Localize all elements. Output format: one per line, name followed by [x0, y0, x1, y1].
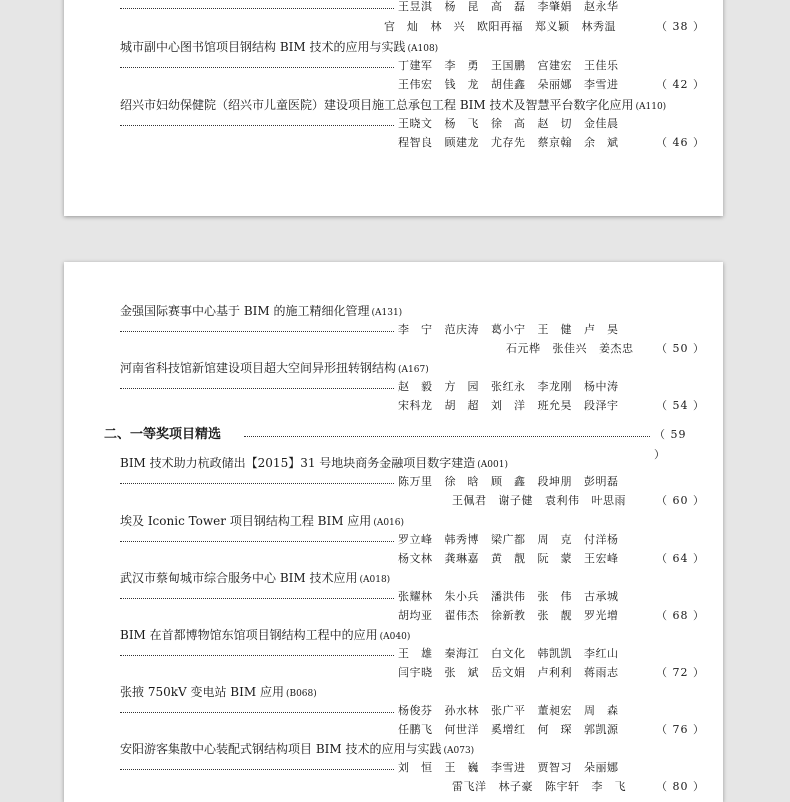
author-name: 王佳乐: [584, 59, 619, 72]
author-name: 闫宇晓: [398, 666, 433, 679]
author-name: 顾 鑫: [491, 475, 526, 488]
author-name: 韩凯凯: [537, 647, 572, 660]
author-row: [120, 702, 720, 720]
author-name: 李雪进: [584, 78, 619, 91]
author-name: 雷飞洋: [452, 780, 487, 793]
author-name: 岳文娟: [491, 666, 526, 679]
toc-entry-title[interactable]: 安阳游客集散中心装配式钢结构项目 BIM 技术的应用与实践 (A073): [120, 742, 475, 756]
toc-entry-title[interactable]: 张掖 750kV 变电站 BIM 应用 (B068): [120, 685, 317, 699]
author-row: [120, 76, 720, 94]
page-number: （ 64 ）: [656, 552, 705, 565]
toc-entry-title[interactable]: BIM 在首都博物馆东馆项目钢结构工程中的应用 (A040): [120, 628, 411, 642]
author-name: 钱 龙: [444, 78, 479, 91]
project-code: (A016): [373, 518, 405, 528]
page-number: （ 60 ）: [656, 494, 705, 507]
toc-entry-title[interactable]: 河南省科技馆新馆建设项目超大空间异形扭转钢结构 (A167): [120, 361, 429, 375]
author-name: 潘洪伟: [491, 590, 526, 603]
author-name: 班允昊: [537, 399, 572, 412]
author-name: 张耀林: [398, 590, 433, 603]
page-number: （ 80 ）: [656, 780, 705, 793]
toc-entry-title[interactable]: 金强国际赛事中心基于 BIM 的施工精细化管理 (A131): [120, 304, 403, 318]
dot-leader: [120, 598, 394, 599]
dot-leader: [120, 769, 394, 770]
author-name: 陈宇轩: [545, 780, 580, 793]
author-row: [120, 473, 720, 491]
author-name: 张 靓: [537, 609, 572, 622]
author-row: [120, 492, 720, 510]
author-name: 徐新教: [491, 609, 526, 622]
author-row: [120, 588, 720, 606]
author-row: [120, 721, 720, 739]
author-name: 杨 昆: [444, 0, 479, 13]
page-number: （ 42 ）: [656, 78, 705, 91]
author-name: 罗立峰: [398, 533, 433, 546]
author-name: 刘 恒: [398, 761, 433, 774]
author-name: 王 雄: [398, 647, 433, 660]
author-name: 周 森: [584, 704, 619, 717]
author-name: 徐 高: [491, 117, 526, 130]
author-name: 奚增红: [491, 723, 526, 736]
project-code: (A110): [635, 102, 667, 112]
author-name: 任鹏飞: [398, 723, 433, 736]
toc-entry-title[interactable]: BIM 技术助力杭政储出【2015】31 号地块商务金融项目数字建造 (A001): [120, 456, 508, 470]
dot-leader: [120, 712, 394, 713]
author-name: 韩秀博: [444, 533, 479, 546]
section-heading[interactable]: [104, 425, 694, 461]
dot-leader: [120, 483, 394, 484]
author-name: 蒋雨志: [584, 666, 619, 679]
author-name: 王宏峰: [584, 552, 619, 565]
page-number: （ 50 ）: [656, 342, 705, 355]
author-name: 蔡京翰: [537, 136, 572, 149]
author-name: 彭明磊: [584, 475, 619, 488]
toc-entry-title[interactable]: 武汉市蔡甸城市综合服务中心 BIM 技术应用 (A018): [120, 571, 391, 585]
author-row: [120, 115, 720, 133]
author-row: [120, 321, 720, 339]
author-name: 胡 超: [444, 399, 479, 412]
author-name: 张广平: [491, 704, 526, 717]
author-row: [120, 57, 720, 75]
page-number: （ 54 ）: [656, 399, 705, 412]
author-name: 梁广都: [491, 533, 526, 546]
project-code: (A040): [379, 632, 411, 642]
section-label: 二、一等奖项目精选: [104, 427, 227, 442]
author-name: 王伟宏: [398, 78, 433, 91]
dot-leader: [120, 331, 394, 332]
author-name: 朱小兵: [444, 590, 479, 603]
document-page-upper: [64, 0, 723, 216]
author-name: 杨 飞: [444, 117, 479, 130]
author-name: 李龙刚: [537, 380, 572, 393]
author-name: 林 兴: [430, 20, 465, 33]
author-row: [120, 397, 720, 415]
author-name: 阮 蒙: [537, 552, 572, 565]
author-name: 王昱淇: [398, 0, 433, 13]
project-code: (B068): [285, 689, 317, 699]
author-name: 李 勇: [444, 59, 479, 72]
dot-leader: [120, 125, 394, 126]
author-name: 王佩君: [452, 494, 487, 507]
author-row: [120, 531, 720, 549]
dot-leader: [120, 655, 394, 656]
author-name: 卢 昊: [584, 323, 619, 336]
author-name: 赵 切: [537, 117, 572, 130]
author-name: 李肇娟: [537, 0, 572, 13]
project-code: (A001): [477, 460, 508, 470]
author-name: 何世洋: [444, 723, 479, 736]
author-name: 陈万里: [398, 475, 433, 488]
author-name: 罗光增: [584, 609, 619, 622]
author-name: 胡佳鑫: [491, 78, 526, 91]
author-name: 姜杰忠: [599, 342, 634, 355]
page-number: （ 38 ）: [656, 20, 705, 33]
author-name: 朵丽娜: [537, 78, 572, 91]
author-row: [120, 607, 720, 625]
author-name: 赵 毅: [398, 380, 433, 393]
author-name: 黄 靓: [491, 552, 526, 565]
page-number: （ 46 ）: [656, 136, 705, 149]
author-row: [120, 378, 720, 396]
project-code: (A108): [407, 44, 439, 54]
author-name: 葛小宁: [491, 323, 526, 336]
author-name: 段坤朋: [537, 475, 572, 488]
author-name: 徐 晗: [444, 475, 479, 488]
author-name: 袁利伟: [545, 494, 580, 507]
author-name: 孙水林: [444, 704, 479, 717]
author-name: 龚琳嘉: [444, 552, 479, 565]
author-name: 李雪进: [491, 761, 526, 774]
author-name: 郑义颖: [535, 20, 570, 33]
author-name: 贾智习: [537, 761, 572, 774]
author-name: 范庆涛: [444, 323, 479, 336]
author-name: 杨中涛: [584, 380, 619, 393]
author-name: 高 磊: [491, 0, 526, 13]
author-name: 朵丽娜: [584, 761, 619, 774]
project-code: (A167): [398, 365, 429, 375]
project-code: (A073): [443, 746, 475, 756]
author-name: 张 伟: [537, 590, 572, 603]
dot-leader: [120, 8, 394, 9]
page-number: （ 59 ）: [654, 428, 687, 461]
author-name: 欧阳再福: [477, 20, 523, 33]
author-name: 王晓文: [398, 117, 433, 130]
document-page-lower: [64, 262, 723, 802]
author-name: 卢利利: [537, 666, 572, 679]
author-name: 秦海江: [444, 647, 479, 660]
author-name: 石元桦: [506, 342, 541, 355]
page-number: （ 76 ）: [656, 723, 705, 736]
author-name: 李 飞: [591, 780, 626, 793]
page-number: （ 72 ）: [656, 666, 705, 679]
author-name: 宋科龙: [398, 399, 433, 412]
author-name: 白文化: [491, 647, 526, 660]
author-row: [120, 18, 720, 36]
author-name: 叶思雨: [591, 494, 626, 507]
author-name: 张红永: [491, 380, 526, 393]
toc-entry-title[interactable]: 埃及 Iconic Tower 项目钢结构工程 BIM 应用 (A016): [120, 514, 405, 528]
author-name: 尤存先: [491, 136, 526, 149]
author-name: 翟伟杰: [444, 609, 479, 622]
author-name: 董昶宏: [537, 704, 572, 717]
author-row: [120, 759, 720, 777]
author-row: [120, 645, 720, 663]
author-name: 官 灿: [384, 20, 419, 33]
author-row: [120, 664, 720, 682]
toc-entry-title[interactable]: 城市副中心图书馆项目钢结构 BIM 技术的应用与实践 (A108): [120, 40, 439, 54]
project-code: (A131): [371, 308, 403, 318]
author-name: 段泽宇: [584, 399, 619, 412]
author-name: 郭凯源: [584, 723, 619, 736]
author-name: 张佳兴: [552, 342, 587, 355]
author-name: 谢子健: [498, 494, 533, 507]
author-name: 何 琛: [537, 723, 572, 736]
author-name: 丁建军: [398, 59, 433, 72]
author-name: 方 园: [444, 380, 479, 393]
author-name: 杨俊芬: [398, 704, 433, 717]
dot-leader: [244, 436, 650, 437]
dot-leader: [120, 388, 394, 389]
author-name: 宫建宏: [537, 59, 572, 72]
author-name: 顾建龙: [444, 136, 479, 149]
author-name: 王国鹏: [491, 59, 526, 72]
author-name: 周 克: [537, 533, 572, 546]
author-name: 李红山: [584, 647, 619, 660]
author-name: 金佳晨: [584, 117, 619, 130]
page-number: （ 68 ）: [656, 609, 705, 622]
author-name: 刘 洋: [491, 399, 526, 412]
author-name: 古承城: [584, 590, 619, 603]
project-code: (A018): [359, 575, 391, 585]
author-name: 胡均亚: [398, 609, 433, 622]
author-row: [120, 340, 720, 358]
author-name: 张 斌: [444, 666, 479, 679]
author-row: [120, 134, 720, 152]
author-name: 林子豪: [498, 780, 533, 793]
author-name: 林秀温: [581, 20, 616, 33]
author-row: [120, 0, 720, 16]
author-row: [120, 550, 720, 568]
author-name: 余 斌: [584, 136, 619, 149]
author-name: 程智良: [398, 136, 433, 149]
author-name: 李 宁: [398, 323, 433, 336]
toc-entry-title[interactable]: 绍兴市妇幼保健院（绍兴市儿童医院）建设项目施工总承包工程 BIM 技术及智慧平台数字化应用 (A110): [120, 98, 667, 112]
author-name: 赵永华: [584, 0, 619, 13]
author-row: [120, 778, 720, 796]
author-name: 付洋杨: [584, 533, 619, 546]
author-name: 王 健: [537, 323, 572, 336]
author-name: 杨文林: [398, 552, 433, 565]
dot-leader: [120, 67, 394, 68]
author-name: 王 巍: [444, 761, 479, 774]
dot-leader: [120, 541, 394, 542]
